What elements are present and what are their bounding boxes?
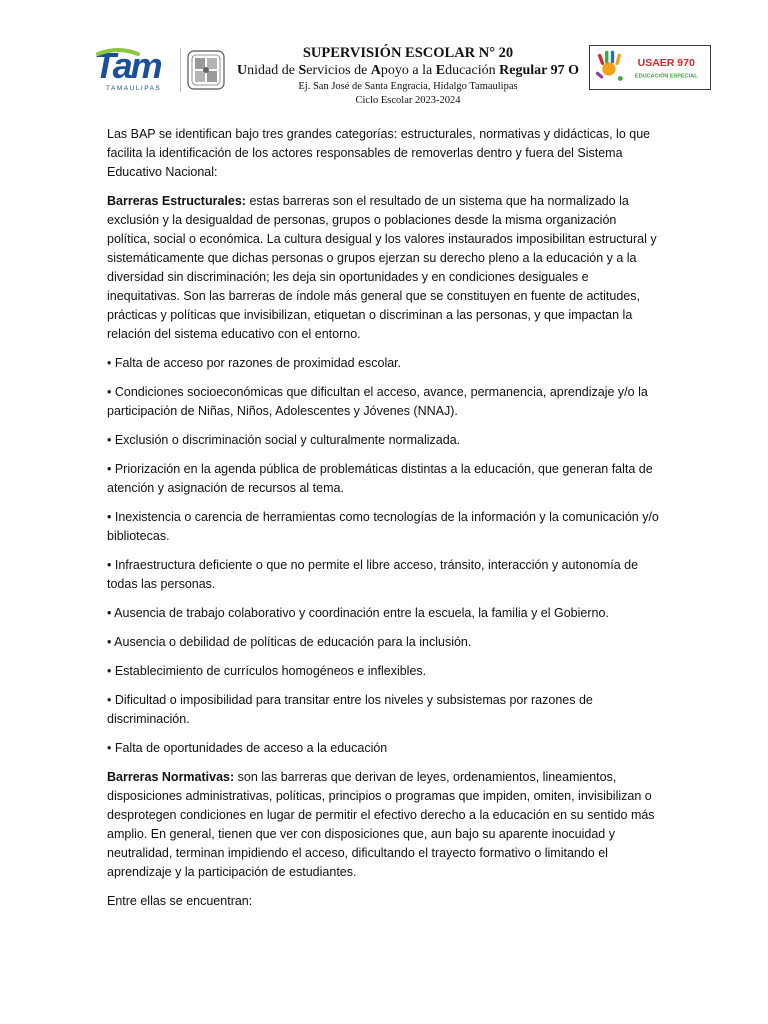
- intro-paragraph: Las BAP se identifican bajo tres grandes categorías: estructurales, normativas y didácticas, lo que facilita la identificación de los actores responsables de removerlas dentro y fuera del Sistema Educativo Nacional:: [107, 127, 651, 179]
- usaer-hand-icon: [595, 51, 623, 81]
- state-seal-icon: [184, 48, 228, 92]
- tam-logo-text: Tam: [94, 45, 161, 86]
- estructurales-label: Barreras Estructurales:: [107, 194, 246, 208]
- list-item: • Ausencia de trabajo colaborativo y coordinación entre la escuela, la familia y el Gobierno.: [107, 606, 609, 620]
- header-address: Ej. San José de Santa Engracia, Hidalgo Tamaulipas: [298, 81, 518, 92]
- usaer-title: USAER 970: [637, 57, 695, 70]
- list-item: • Falta de oportunidades de acceso a la educación: [107, 741, 388, 755]
- header-text: [228, 44, 588, 108]
- document-body: [107, 125, 659, 921]
- list-item: • Exclusión o discriminación social y culturalmente normalizada.: [107, 433, 461, 447]
- list-item: • Falta de acceso por razones de proximidad escolar.: [107, 356, 402, 370]
- list-item: • Dificultad o imposibilidad para transitar entre los niveles y subsistemas por razones de discriminación.: [107, 693, 593, 726]
- header-divider: [180, 48, 181, 92]
- header-subtitle: Unidad de Servicios de Apoyo a la Educación Regular 97 O: [237, 63, 579, 78]
- normativas-paragraph: Barreras Normativas: son las barreras que derivan de leyes, ordenamientos, lineamientos, disposiciones administrativas, políticas, principios o programas que impiden, omiten, invisibilizan o desprotegen condiciones en lugar de permitir el efectivo derecho a la educación en su sentido más amplio. En general, tienen que ver con disposiciones que, aun bajo su aparente inocuidad y neutralidad, terminan impidiendo el acceso, dificultando el trayecto formativo o limitando el aprendizaje y la participación de estudiantes.: [107, 770, 655, 879]
- list-item: • Ausencia o debilidad de políticas de educación para la inclusión.: [107, 635, 472, 649]
- list-item: • Infraestructura deficiente o que no permite el libre acceso, tránsito, interacción y autonomía de todas las personas.: [107, 558, 639, 591]
- estructurales-paragraph: Barreras Estructurales: estas barreras son el resultado de un sistema que ha normalizado la exclusión y la desigualdad de personas, grupos o poblaciones desde la misma organización política, social o económica. La cultura desigual y los valores instaurados imposibilitan estructural y sistemáticamente que dichas personas o grupos ejerzan su derecho pleno a la educación y a la diversidad sin discriminación; les deja sin oportunidades y en condiciones desiguales e inequitativas. Son las barreras de índole más general que se constituyen en fuente de actitudes, prácticas y políticas que invisibilizan, etiquetan o discriminan a las personas, y que impactan la relación del sistema educativo con el entorno.: [107, 194, 657, 341]
- header-school-year: Ciclo Escolar 2023-2024: [355, 95, 461, 106]
- closing-line: Entre ellas se encuentran:: [107, 894, 253, 908]
- tam-logo-subtext: TAMAULIPAS: [106, 85, 162, 92]
- header-title: SUPERVISIÓN ESCOLAR N° 20: [302, 45, 514, 61]
- usaer-subtitle: EDUCACIÓN ESPECIAL: [634, 73, 698, 80]
- usaer-logo: [589, 45, 711, 90]
- tam-logo-icon: [92, 44, 180, 94]
- list-item: • Establecimiento de currículos homogéneos e inflexibles.: [107, 664, 427, 678]
- list-item: • Priorización en la agenda pública de problemáticas distintas a la educación, que generan falta de atención y asignación de recursos al tema.: [107, 462, 653, 495]
- list-item: • Condiciones socioeconómicas que dificultan el acceso, avance, permanencia, aprendizaje y/o la participación de Niñas, Niños, Adolescentes y Jóvenes (NNAJ).: [107, 385, 648, 418]
- list-item: • Inexistencia o carencia de herramientas como tecnologías de la información y la comunicación y/o bibliotecas.: [107, 510, 659, 543]
- normativas-label: Barreras Normativas:: [107, 770, 235, 784]
